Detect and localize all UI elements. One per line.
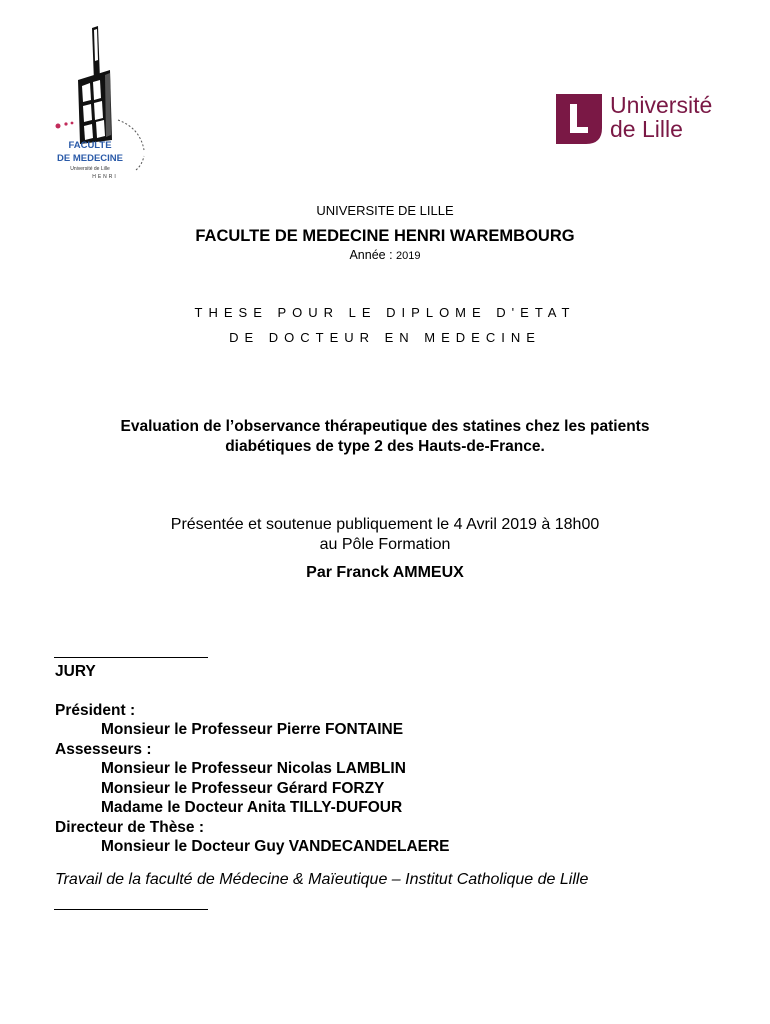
university-logo-line1: Université	[610, 92, 713, 118]
these-line-1: THESE POUR LE DIPLOME D'ETAT	[194, 305, 576, 320]
author-line: Par Franck AMMEUX	[306, 564, 464, 581]
assessor-3: Madame le Docteur Anita TILLY-DUFOUR	[101, 799, 403, 816]
faculty-heading: FACULTE DE MEDECINE HENRI WAREMBOURG	[195, 227, 575, 245]
university-logo	[556, 92, 726, 148]
thesis-title-line-2: diabétiques de type 2 des Hauts-de-France.	[225, 438, 545, 455]
faculty-logo-line2: DE MEDECINE	[57, 153, 123, 164]
faculty-logo	[40, 20, 160, 180]
faculty-logo-line3: Université de Lille	[70, 166, 110, 172]
assessor-2: Monsieur le Professeur Gérard FORZY	[101, 779, 385, 797]
divider-bottom	[54, 909, 208, 910]
university-heading: UNIVERSITE DE LILLE	[316, 203, 454, 218]
assessor-1: Monsieur le Professeur Nicolas LAMBLIN	[101, 760, 406, 777]
director-label: Directeur de Thèse :	[55, 818, 205, 836]
thesis-title-line-1: Evaluation de l’observance thérapeutique des statines chez les patients	[120, 418, 650, 435]
jury-section	[55, 662, 755, 857]
president-label: Président :	[55, 701, 136, 719]
faculty-logo-line4: HENRI	[92, 174, 118, 180]
footer-note: Travail de la faculté de Médecine & Maïeutique – Institut Catholique de Lille	[55, 871, 589, 888]
presentation-line-1: Présentée et soutenue publiquement le 4 Avril 2019 à 18h00	[170, 516, 600, 533]
these-line-2: DE DOCTEUR EN MEDECINE	[229, 330, 541, 345]
faculty-logo-line1: FACULTE	[68, 140, 112, 151]
divider-top	[54, 657, 208, 658]
presentation-line-2: au Pôle Formation	[319, 536, 451, 553]
year-value: 2019	[396, 250, 421, 262]
president-name: Monsieur le Professeur Pierre FONTAINE	[101, 721, 404, 738]
university-mark-icon	[556, 94, 602, 144]
director-name: Monsieur le Docteur Guy VANDECANDELAERE	[101, 838, 450, 855]
year-label: Année :	[349, 248, 397, 262]
assessors-label: Assesseurs :	[55, 740, 152, 758]
jury-heading: JURY	[55, 663, 96, 680]
year-line	[0, 248, 770, 262]
university-logo-line2: de Lille	[610, 116, 683, 142]
